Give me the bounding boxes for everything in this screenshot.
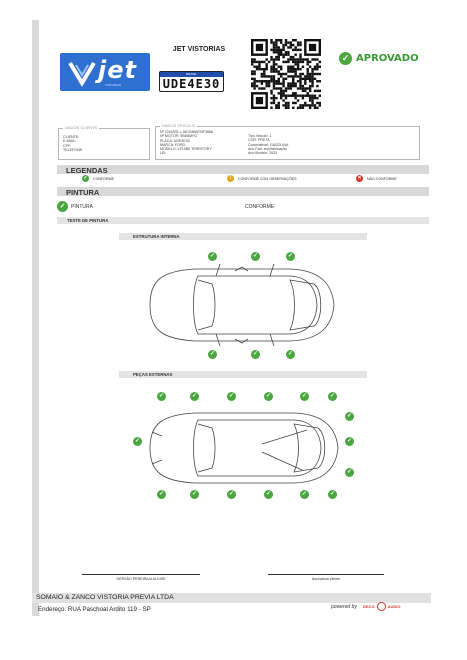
vehicle-data-legend: DADOS VEICULO xyxy=(162,123,195,128)
legend-section-title: LEGENDAS xyxy=(66,166,108,175)
pintura-item-label: PINTURA xyxy=(71,204,93,210)
approval-status xyxy=(339,51,419,65)
vehicle-make: MARCA: FORD xyxy=(160,142,186,147)
company-address: Endereço: RUA Paschoal Ardito 119 - SP xyxy=(38,606,151,613)
estrutura-interna-title: ESTRUTURA INTERNA xyxy=(133,234,180,239)
estrutura-car-diagram xyxy=(140,262,340,348)
pecas-check-1: ✓ xyxy=(158,393,165,399)
client-data-box xyxy=(58,125,150,160)
vehicle-color: COR: PRETA xyxy=(248,138,270,143)
estrutura-check-6: ✓ xyxy=(287,351,294,357)
vehicle-plate: PLACA: UDE4E30 xyxy=(160,138,190,143)
pecas-check-7: ✓ xyxy=(346,413,353,419)
pecas-check-2: ✓ xyxy=(191,393,198,399)
pintura-section-bar xyxy=(57,187,429,196)
client-email-label: E-MAIL: xyxy=(63,139,76,144)
pecas-check-14: ✓ xyxy=(265,491,272,497)
vehicle-year-fab: Ano Fab: ano/fabricacao xyxy=(248,146,288,151)
vehicle-fuel: Combustível: GASOLINA xyxy=(248,142,289,147)
vehicle-engine: Nº MOTOR: 9BM5WY2 xyxy=(160,134,198,139)
estrutura-check-3: ✓ xyxy=(287,253,294,259)
legend-conforme xyxy=(82,175,114,182)
pecas-check-10: ✓ xyxy=(346,469,353,475)
pecas-check-12: ✓ xyxy=(191,491,198,497)
jet-logo xyxy=(60,53,150,91)
approval-status-label: APROVADO xyxy=(356,52,419,64)
plate-country: BRASIL xyxy=(186,72,197,76)
nao-conforme-x-icon: ✕ xyxy=(357,175,362,181)
pintura-section-title: PINTURA xyxy=(66,188,100,197)
partner-logo-left: DECO xyxy=(363,604,375,609)
warning-icon: ! xyxy=(227,175,234,182)
inspector-signature-label: GERSÃO PEREIRA/A ALGISE xyxy=(116,577,166,581)
partner-ring-icon xyxy=(377,602,386,611)
estrutura-check-2: ✓ xyxy=(252,253,259,259)
vehicle-lei: LEI: xyxy=(160,151,167,156)
teste-pintura-bar xyxy=(57,217,429,224)
logo-subtitle: VISTORIAS xyxy=(105,83,121,87)
client-cpf-label: CPF: xyxy=(63,143,72,148)
qr-code xyxy=(251,39,321,109)
pecas-check-13: ✓ xyxy=(228,491,235,497)
pecas-check-4: ✓ xyxy=(265,393,272,399)
client-signature-line xyxy=(268,574,384,575)
teste-pintura-title: TESTE DE PINTURA xyxy=(67,218,109,223)
client-data-legend: DADOS CLIENTE xyxy=(65,125,98,130)
vehicle-chassis: Nº CHASSI: LJ8CG86BTNF3868 xyxy=(160,130,213,134)
estrutura-check-5: ✓ xyxy=(252,351,259,357)
estrutura-interna-bar xyxy=(119,233,367,240)
pecas-check-9: ✓ xyxy=(346,438,353,444)
legend-nao-conforme xyxy=(356,175,397,182)
estrutura-check-1: ✓ xyxy=(209,253,216,259)
plate-number: UDE4E30 xyxy=(162,77,221,91)
pintura-check-icon: ✓ xyxy=(57,201,68,212)
partner-logo-right: AUDIO xyxy=(387,604,401,609)
legend-section-bar xyxy=(57,165,429,174)
logo-text: jet xyxy=(98,56,137,84)
approved-check-icon: ✓ xyxy=(339,52,352,65)
company-name: SOMAIO & ZANCO VISTORIA PREVIA LTDA xyxy=(36,594,174,601)
client-signature-label: Assinatura cliente xyxy=(311,577,341,581)
left-margin-bar xyxy=(32,20,39,616)
pecas-car-diagram xyxy=(142,408,342,488)
vehicle-data-box xyxy=(155,123,420,160)
brand-name: JET VISTORIAS xyxy=(172,46,226,53)
legend-observacoes xyxy=(227,175,297,182)
estrutura-check-4: ✓ xyxy=(209,351,216,357)
pintura-item-status: CONFORME xyxy=(245,204,275,210)
pecas-externas-bar xyxy=(119,371,367,378)
partner-logo xyxy=(363,602,400,611)
client-name-label: CLIENTE: xyxy=(63,135,80,139)
legend-observacoes-label: CONFORME COM OBSERVAÇÕES xyxy=(238,176,297,181)
legend-conforme-label: CONFORME xyxy=(93,176,114,181)
pecas-check-6: ✓ xyxy=(329,393,336,399)
conforme-check-icon: ✓ xyxy=(83,175,88,181)
license-plate xyxy=(159,71,224,92)
inspector-signature-line xyxy=(82,574,200,575)
powered-by-label: powered by xyxy=(331,604,357,610)
pecas-check-8: ✓ xyxy=(134,438,141,444)
client-phone-label: TELEFONE: xyxy=(63,147,83,152)
vehicle-year-model: Ano Modelo: 2023 xyxy=(248,151,278,156)
vehicle-model: MODELO: LF10B5 TERRITORY xyxy=(160,147,212,152)
pecas-check-11: ✓ xyxy=(158,491,165,497)
vehicle-type: Tipo Veiculo: 1 xyxy=(248,134,272,138)
pecas-check-5: ✓ xyxy=(301,393,308,399)
legend-nao-conforme-label: NÃO CONFORME xyxy=(367,176,397,181)
pecas-externas-title: PEÇAS EXTERNAS xyxy=(133,372,173,377)
logo-mark-icon xyxy=(62,53,102,91)
pecas-check-3: ✓ xyxy=(228,393,235,399)
pecas-check-16: ✓ xyxy=(329,491,336,497)
pecas-check-15: ✓ xyxy=(301,491,308,497)
